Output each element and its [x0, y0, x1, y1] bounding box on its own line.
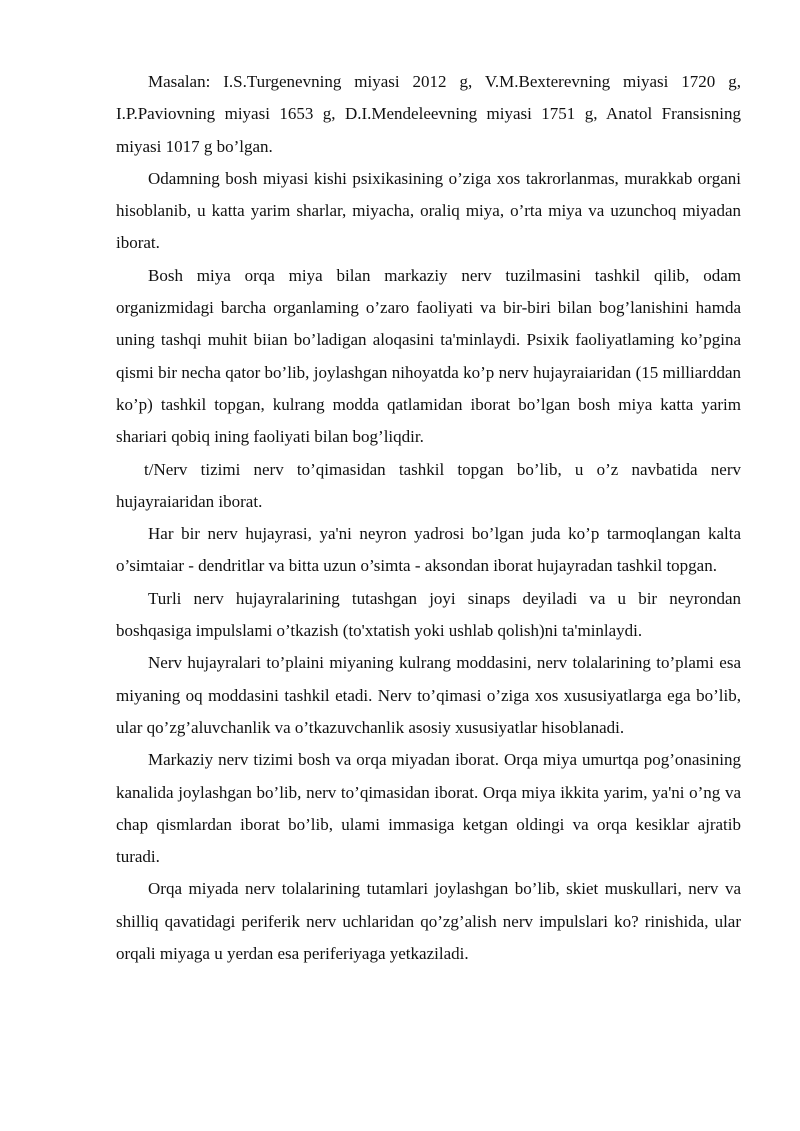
- paragraph-neuron: Har bir nerv hujayrasi, ya'ni neyron yadrosi bo’lgan juda ko’p tarmoqlangan kalta o’simtaiar - dendritlar va bitta uzun o’simta - aksondan iborat hujayradan tashkil topgan.: [116, 524, 741, 576]
- paragraph-central-nervous-structure: Bosh miya orqa miya bilan markaziy nerv tuzilmasini tashkil qilib, odam organizmidagi barcha organlaming o’zaro faoliyati va bir-biri bilan bog’lanishini hamda uning tashqi muhit biian bo’ladigan aloqasini ta'minlaydi. Psixik faoliyatlaming ko’pgina qismi bir necha qator bo’lib, joylashgan nihoyatda ko’p nerv hujayraiaridan (15 milliarddan ko’p) tashkil topgan, kulrang modda qatlamidan iborat bo’lgan bosh miya katta yarim shariari qobiq ining faoliyati bilan bog’liqdir.: [116, 265, 741, 447]
- paragraph-grey-white-matter: Nerv hujayralari to’plaini miyaning kulrang moddasini, nerv tolalarining to’plami esa miyaning oq moddasini tashkil etadi. Nerv to’qimasi o’ziga xos xususiyatlarga ega bo’lib, ular qo’zg’aluvchanlik va o’tkazuvchanlik asosiy xususiyatlar hisoblanadi.: [116, 653, 741, 737]
- paragraph-spinal-cord: Markaziy nerv tizimi bosh va orqa miyadan iborat. Orqa miya umurtqa pog’onasining kanalida joylashgan bo’lib, nerv to’qimasidan iborat. Orqa miya ikkita yarim, ya'ni o’ng va chap qismlardan iborat bo’lib, ulami immasiga ketgan oldingi va orqa kesiklar ajratib turadi.: [116, 750, 741, 867]
- paragraph-nerve-system: t/Nerv tizimi nerv to’qimasidan tashkil topgan bo’lib, u o’z navbatida nerv hujayraiaridan iborat.: [116, 459, 741, 511]
- paragraph-brain-weights: Masalan: I.S.Turgenevning miyasi 2012 g, V.M.Bexterevning miyasi 1720 g, I.P.Paviovning miyasi 1653 g, D.I.Mendeleevning miyasi 1751 g, Anatol Fransisning miyasi 1017 g bo’lgan.: [116, 72, 741, 156]
- document-page: [116, 66, 741, 970]
- paragraph-brain-organ: Odamning bosh miyasi kishi psixikasining o’ziga xos takrorlanmas, murakkab organi hisoblanib, u katta yarim sharlar, miyacha, oraliq miya, o’rta miya va uzunchoq miyadan iborat.: [116, 168, 741, 253]
- paragraph-nerve-fibers: Orqa miyada nerv tolalarining tutamlari joylashgan bo’lib, skiet muskullari, nerv va shilliq qavatidagi periferik nerv uchlaridan qo’zg’alish nerv impulslari ko? rinishida, ular orqali miyaga u yerdan esa periferiyaga yetkaziladi.: [116, 879, 741, 964]
- paragraph-synapse: Turli nerv hujayralarining tutashgan joyi sinaps deyiladi va u bir neyrondan boshqasiga impulslami o’tkazish (to'xtatish yoki ushlab qolish)ni ta'minlaydi.: [116, 588, 741, 641]
